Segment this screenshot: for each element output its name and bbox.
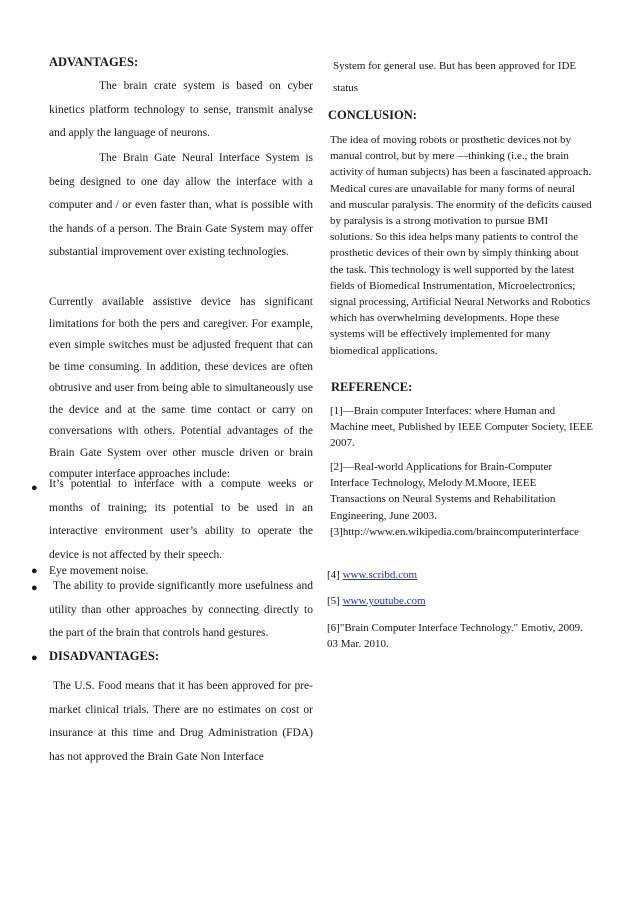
conclusion-paragraph: The idea of moving robots or prosthetic devices not by manual control, but by mere —thinking (i.e., the brain activity of human subjects) has been a fascinated approach. Medical cures are unavailable for many forms of neural and muscular paralysis. The enormity of the deficits caused by paralysis is a strong motivation to pursue BMI solutions. So this idea helps many patients to control the prosthetic devices of their own by simply thinking about the task. This technology is well supported by the latest fields of Biomedical Instrumentation, Microelectronics; signal processing, Artificial Neural Networks and Robotics which has overwhelming developments. Hope these systems will be effectively implemented for many biomedical applications. bbox=[330, 134, 592, 357]
reference-number: [5] bbox=[327, 595, 343, 607]
reference-item: [3]http://www.en.wikipedia.com/braincomputerinterface bbox=[330, 526, 579, 538]
disadvantages-paragraph: The U.S. Food means that it has been approved for pre-market clinical trials. There are no estimates on cost or insurance at this time and Drug Administration (FDA) has not approved the Brain Gate Non Interface bbox=[49, 680, 313, 763]
reference-heading: REFERENCE: bbox=[331, 380, 413, 394]
advantages-paragraph-3: Currently available assistive device has significant limitations for both the pers and caregiver. For example, even simple switches must be adjusted frequent that can be time consuming. In addition, these devices are often obtrusive and user from being able to simultaneously use the device and at the same time contact or carry on conversations with others. Potential advantages of the Brain Gate System over other muscle driven or brain computer interface approaches include: bbox=[49, 296, 313, 480]
conclusion-heading: CONCLUSION: bbox=[328, 108, 417, 122]
scribd-link[interactable]: www.scribd.com bbox=[342, 569, 418, 581]
bullet-icon: ● bbox=[31, 582, 38, 594]
advantage-bullet-item: It’s potential to interface with a compute weeks or months of training; its potential to be used in an interactive environment user’s ability to operate the device is not affected by their speech. bbox=[49, 478, 313, 561]
reference-item: [2]—Real-world Applications for Brain-Computer Interface Technology, Melody M.Moore, IEEE Transactions on Neural Systems and Rehabilitation Engineering, June 2003. bbox=[330, 461, 556, 522]
disadvantages-heading: DISADVANTAGES: bbox=[49, 649, 159, 663]
continuation-paragraph: System for general use. But has been approved for IDE status bbox=[333, 60, 577, 94]
bullet-icon: ● bbox=[31, 652, 38, 664]
reference-number: [4] bbox=[327, 569, 343, 581]
bullet-icon: ● bbox=[31, 482, 38, 494]
advantages-heading: ADVANTAGES: bbox=[49, 55, 139, 69]
reference-item: [1]—Brain computer Interfaces: where Human and Machine meet, Published by IEEE Computer Society, IEEE 2007. bbox=[330, 405, 593, 450]
reference-item bbox=[327, 593, 426, 609]
advantage-bullet-item: The ability to provide significantly more usefulness and utility than other approaches by connecting directly to the part of the brain that controls hand gestures. bbox=[49, 580, 313, 640]
bullet-icon: ● bbox=[31, 565, 38, 577]
advantages-paragraph-2: The Brain Gate Neural Interface System is being designed to one day allow the interface with a computer and / or even faster than, what is possible with the hands of a person. The Brain Gate System may offer substantial improvement over existing technologies. bbox=[49, 152, 313, 259]
reference-item bbox=[327, 567, 417, 583]
youtube-link[interactable]: www.youtube.com bbox=[342, 595, 426, 607]
reference-item: [6]"Brain Computer Interface Technology." Emotiv, 2009. 03 Mar. 2010. bbox=[327, 622, 583, 651]
advantage-bullet-item: Eye movement noise. bbox=[49, 565, 149, 577]
advantages-paragraph-1: The brain crate system is based on cyber kinetics platform technology to sense, transmit analyse and apply the language of neurons. bbox=[49, 80, 313, 140]
